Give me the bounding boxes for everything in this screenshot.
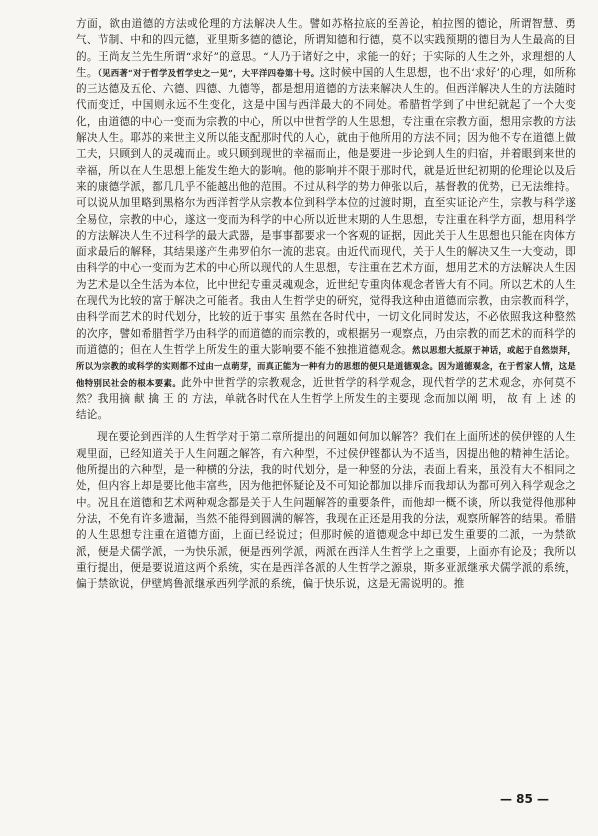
- paragraph-2: 现在要论到西洋的人生哲学对于第二章所提出的问题如何加以解答？我们在上面所述的侯伊铿的人生观里面，已经知道关于人生问题之解答，有六种型，不过侯伊铿都认为不适当，因提出他的精神生活论。他所提出的六种型，是一种横的分法，我的时代划分，是一种竖的分法，表面上看来，虽没有大不相同之处，但内容上却是要比他丰富些，因为他把怀疑论及不可知论都加以排斥而我却认为都可列入科学观念之中。况且在道德和艺术两种观念都是关于人生问题解答的重要条件，而他却一概不谈，所以我觉得他那种分法，不免有许多遗漏，当然不能得到圆满的解答，我现在正还是用我的分法，观察所解答的结果。希腊的人生思想专注重在道德方面，上面已经说过；但那时候的道德观念中却已发生重要的二派，一为禁欲派，便是犬儒学派，一为快乐派，便是西列学派，两派在西洋人生哲学上之重要，上面亦有论及；我所以重行提出，便是要说道这两个系统，实在是西洋各派的人生哲学之源泉，斯多亚派继承犬儒学派的系统，偏于禁欲说，伊壁鸠鲁派继承西列学派的系统，偏于快乐说，这是无需说明的。推: [76, 431, 576, 591]
- paragraph-1-text-a: 方面，欲由道德的方法或伦理的方法解决人生。譬如苏格拉底的至善论，柏拉图的德论，所谓智慧、勇气、节制、中和的四元德，亚里斯多德的德论，所谓知德和行德，莫不以实践预期的德目为人生最高的目的。王尚友兰先生所谓“求好”的意思。“人乃于诸好之中，求能一的好；于实际的人生之外，求理想的人生。: [76, 18, 576, 79]
- document-page: [76, 16, 576, 592]
- paragraph-1-text-c: 此外中世哲学的宗教观念，近世哲学的科学观念，现代哲学的艺术观念，亦何莫不然？我用摘 献 擒 王 的 方法，单就各时代在人生哲学上所发生的主要现 念而加以阐 明， 故 有 上 述 的结论。: [76, 376, 576, 422]
- paragraph-1: [76, 16, 576, 423]
- page-number: — 85 —: [500, 792, 550, 806]
- footnote-remark: 然以思想大抵原于神话，或起于自然崇拜，所以为宗教的或科学的实则都不过由一点萌芽，而真正能为一种有力的思想的便只是道德观念。因为道德观念，在于哲家人情，这是他特别民社会的根本要素。: [76, 344, 576, 388]
- paragraph-1-text-b: 这时候中国的人生思想，也不出‘求好’的心理，如所称的三达德及五伦、六德、四德、九德等，都是想用道德的方法来解决人生的。但西洋解决人生的方法随时代而变迁，中国则永远不生变化，这是中国与西洋最大的不同处。希腊哲学到了中世纪就起了一个大变化，由道德的中心一变而为宗教的中心，所以中世哲学的人生思想，专注重在宗教方面，想用宗教的方法解决人生。耶苏的来世主义所以能支配那时代的人心，就由于他所用的方法不同；因为他不专在道德上做工夫，只顾到人的灵魂而止。或只顾到现世的幸福而止，他是要进一步论到人生的归宿，并着眼到来世的幸福，所以在人生思想上能发生绝大的影响。他的影响并不限于那时代，就是近世纪初期的伦理论以及后来的康德学派，都几几乎不能越出他的范围。不过从科学的势力伸张以后，基督教的优势，已无法维持。可以说从加里略到黑格尔为西洋哲学从宗教本位到科学本位的过渡时期，直至实证论产生，宗教与科学遂全易位，宗教的中心，遂这一变而为科学的中心所以近世末期的人生思想，专注重在科学方面，想用科学的方法解决人生不过科学的最大武器，是事事都要求一个客观的证据，因此关于人生思想也只能在肉体方面求最后的解释，其结果遂产生弗罗伯尔一流的悲哀。由近代而现代，关于人生的解决又生一大变动，即由科学的中心一变而为艺术的中心所以现代的人生思想，专注重在艺术方面，想用艺术的方法解决人生因为艺术是以全生活为本位，比中世纪专重灵魂观念，近世纪专重肉体观念者皆大有不同。所以艺术的人生在现代为比较的富于解决之可能者。我由人生哲学史的研究，觉得我这种由道德而宗教，由宗教而科学，由科学而艺术的时代划分，比较的近于事实 虽然在各时代中，一切文化同时发达，不必依照我这种整然的次序，譬如希腊哲学乃由科学的而道德的而宗教的，或根据另一观察点，乃由宗教的而艺术的而科学的而道德的；但在人生哲学上所发生的重大影响要不能不独推道德观念。: [76, 66, 576, 356]
- citation-note: （见西著“对于哲学及哲学史之一见”，大平洋四卷第十号。: [97, 67, 320, 78]
